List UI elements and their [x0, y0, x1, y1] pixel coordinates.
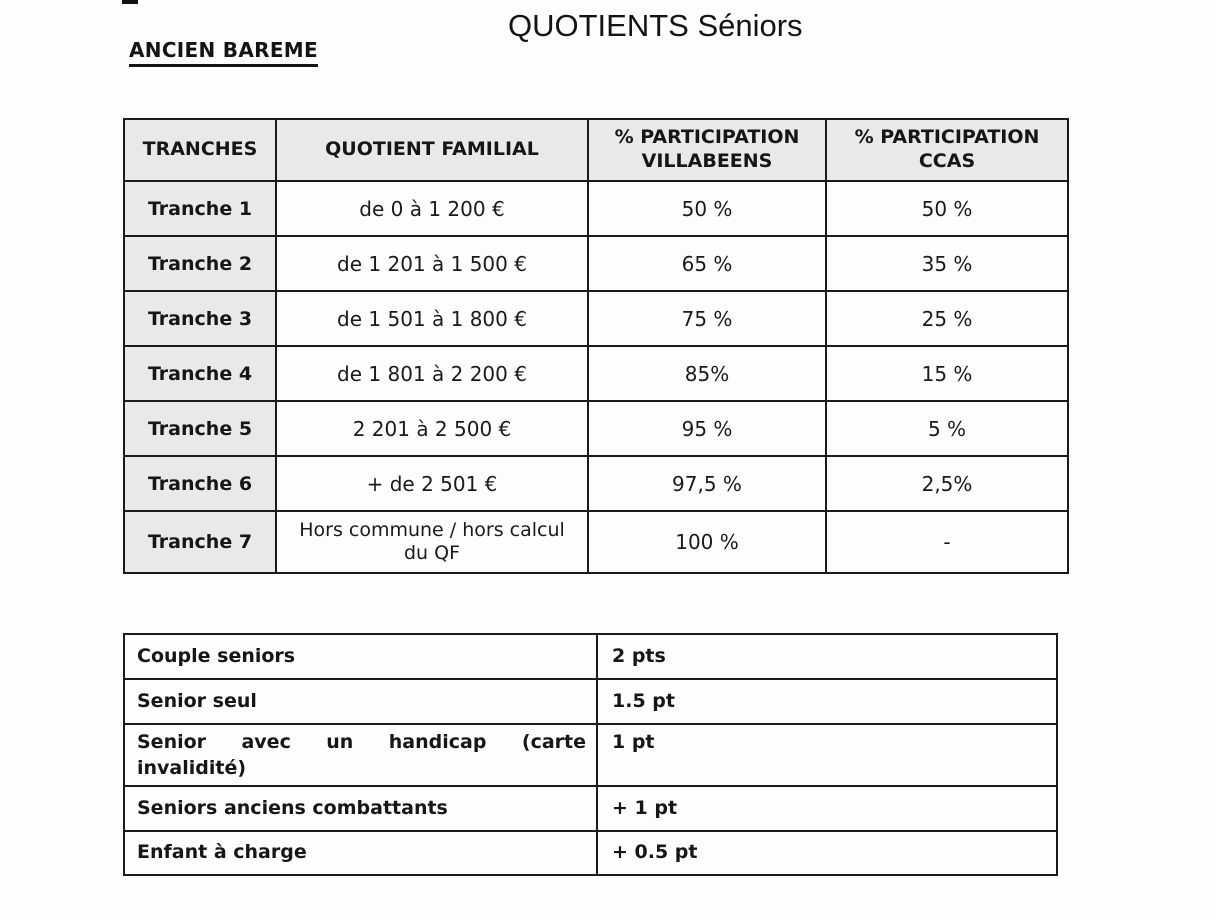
- points-value: + 0.5 pt: [597, 831, 1057, 875]
- points-value: + 1 pt: [597, 786, 1057, 831]
- quotient-familial-value: + de 2 501 €: [276, 456, 588, 511]
- table-row-enfant-a-charge: [124, 831, 1057, 875]
- points-label: Senior seul: [124, 679, 597, 724]
- table-row-couple-seniors: [124, 634, 1057, 679]
- participation-ccas-value: 25 %: [826, 291, 1068, 346]
- participation-villabeens-value: 65 %: [588, 236, 826, 291]
- participation-ccas-value: 15 %: [826, 346, 1068, 401]
- quotient-familial-value: 2 201 à 2 500 €: [276, 401, 588, 456]
- participation-ccas-value: -: [826, 511, 1068, 573]
- points-label: Senior avec un handicap (carte invalidité): [124, 724, 597, 786]
- quotient-familial-value: de 1 201 à 1 500 €: [276, 236, 588, 291]
- points-label: Couple seniors: [124, 634, 597, 679]
- tranche-label: Tranche 7: [124, 511, 276, 573]
- points-value: 1 pt: [597, 724, 1057, 786]
- column-header-tranches: TRANCHES: [124, 119, 276, 181]
- column-header-participation-ccas: % PARTICIPATION CCAS: [826, 119, 1068, 181]
- points-value: 1.5 pt: [597, 679, 1057, 724]
- table-row-anciens-combattants: [124, 786, 1057, 831]
- tranche-label: Tranche 4: [124, 346, 276, 401]
- participation-ccas-value: 50 %: [826, 181, 1068, 236]
- table-header-row: [124, 119, 1068, 181]
- table-row-senior-seul: [124, 679, 1057, 724]
- bareme-table-header: [124, 119, 1068, 181]
- quotient-familial-value: Hors commune / hors calcul du QF: [276, 511, 588, 573]
- participation-villabeens-value: 97,5 %: [588, 456, 826, 511]
- table-row-tranche-3: [124, 291, 1068, 346]
- bareme-table: [123, 118, 1069, 574]
- participation-villabeens-value: 100 %: [588, 511, 826, 573]
- points-label: Enfant à charge: [124, 831, 597, 875]
- participation-villabeens-value: 75 %: [588, 291, 826, 346]
- quotient-familial-value: de 1 501 à 1 800 €: [276, 291, 588, 346]
- column-header-participation-villabeens: % PARTICIPATION VILLABEENS: [588, 119, 826, 181]
- participation-villabeens-value: 50 %: [588, 181, 826, 236]
- column-header-quotient-familial: QUOTIENT FAMILIAL: [276, 119, 588, 181]
- tranche-label: Tranche 5: [124, 401, 276, 456]
- participation-ccas-value: 35 %: [826, 236, 1068, 291]
- points-label: Seniors anciens combattants: [124, 786, 597, 831]
- tranche-label: Tranche 6: [124, 456, 276, 511]
- bareme-table-body: [124, 181, 1068, 573]
- points-value: 2 pts: [597, 634, 1057, 679]
- table-row-tranche-5: [124, 401, 1068, 456]
- tranche-label: Tranche 3: [124, 291, 276, 346]
- table-row-tranche-2: [124, 236, 1068, 291]
- table-row-senior-handicap: [124, 724, 1057, 786]
- page-title: QUOTIENTS Séniors: [508, 8, 803, 43]
- participation-ccas-value: 2,5%: [826, 456, 1068, 511]
- table-row-tranche-7: [124, 511, 1068, 573]
- participation-villabeens-value: 95 %: [588, 401, 826, 456]
- participation-villabeens-value: 85%: [588, 346, 826, 401]
- points-table-body: [124, 634, 1057, 875]
- participation-ccas-value: 5 %: [826, 401, 1068, 456]
- table-row-tranche-4: [124, 346, 1068, 401]
- table-row-tranche-1: [124, 181, 1068, 236]
- scan-artifact: [122, 0, 138, 4]
- quotient-familial-value: de 1 801 à 2 200 €: [276, 346, 588, 401]
- table-row-tranche-6: [124, 456, 1068, 511]
- tranche-label: Tranche 1: [124, 181, 276, 236]
- quotient-familial-value: de 0 à 1 200 €: [276, 181, 588, 236]
- tranche-label: Tranche 2: [124, 236, 276, 291]
- section-heading-ancien-bareme: ANCIEN BAREME: [129, 38, 318, 67]
- points-table: [123, 633, 1058, 876]
